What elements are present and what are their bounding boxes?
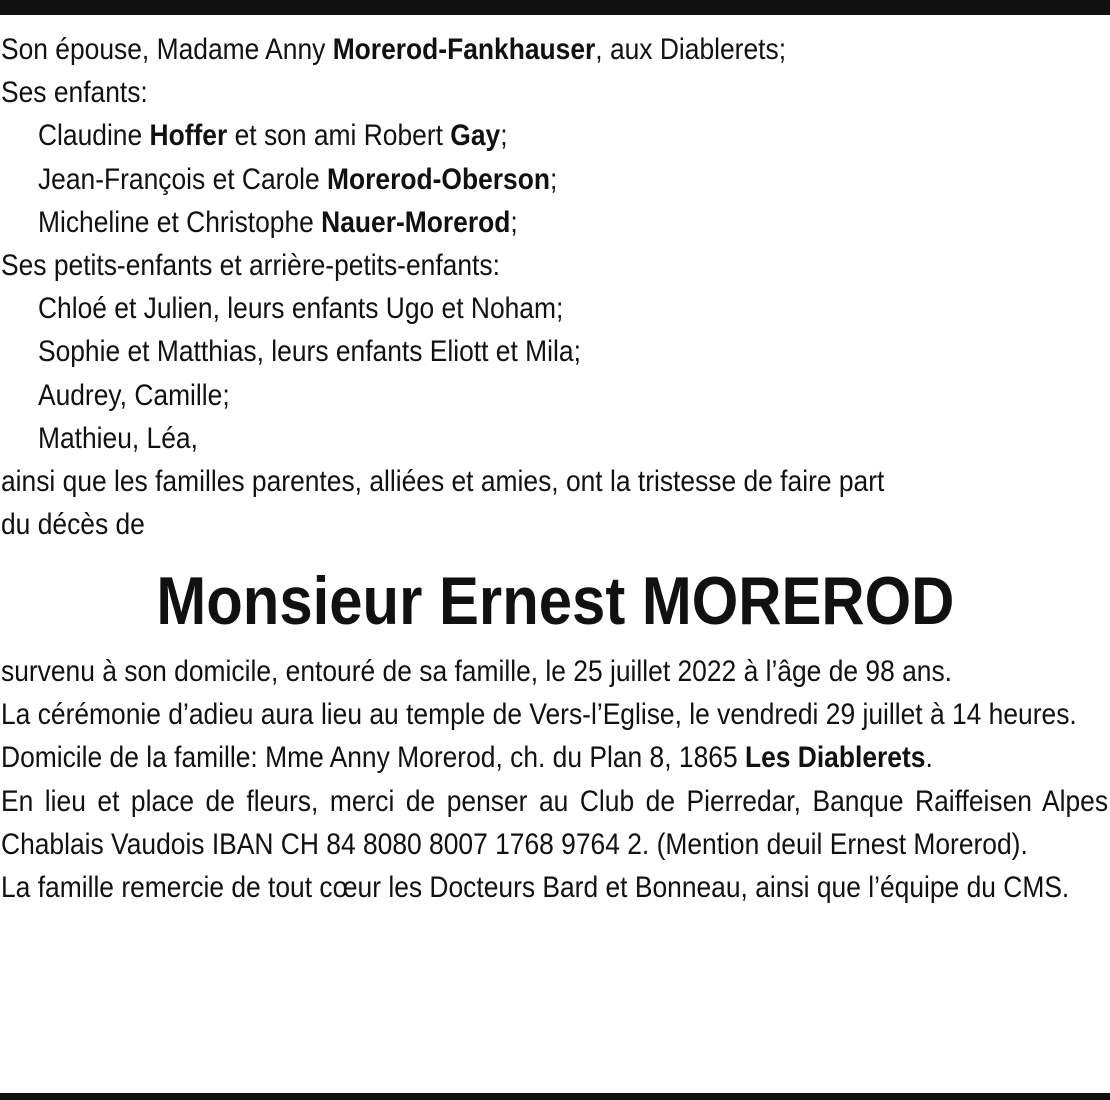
child-line xyxy=(1,201,1108,244)
donation-info: En lieu et place de fleurs, merci de penser au Club de Pierredar, Banque Raiffeisen Alpes Chablais Vaudois IBAN CH 84 8080 8007 1768 9764 2. (Mention deuil Ernest Morerod). xyxy=(1,784,1109,861)
deceased-name: Monsieur Ernest MOREROD xyxy=(156,563,954,639)
grandchild-line: Audrey, Camille; xyxy=(37,378,230,412)
child-text: Micheline et Christophe xyxy=(37,205,322,239)
child-line xyxy=(1,114,1108,157)
child-surname: Nauer-Morerod xyxy=(321,205,511,239)
thanks: La famille remercie de tout cœur les Docteurs Bard et Bonneau, ainsi que l’équipe du CMS. xyxy=(1,871,1070,905)
closing-line: du décès de xyxy=(1,508,145,542)
address-locality: Les Diablerets xyxy=(744,741,926,775)
spouse-line xyxy=(1,28,1108,71)
address-text: Domicile de la famille: Mme Anny Morerod, ch. du Plan 8, 1865 xyxy=(1,741,745,775)
top-rule xyxy=(0,0,1110,15)
punctuation: . xyxy=(925,741,933,775)
spouse-surname: Morerod-Fankhauser xyxy=(332,33,596,66)
child-surname: Morerod-Oberson xyxy=(327,162,550,196)
family-announcement xyxy=(1,28,1108,546)
bottom-rule xyxy=(0,1093,1110,1100)
grandchild-line: Mathieu, Léa, xyxy=(37,421,198,455)
spouse-location: , aux Diablerets; xyxy=(595,33,787,66)
closing-line: ainsi que les familles parentes, alliées et amies, ont la tristesse de faire part xyxy=(1,465,885,499)
child-text: et son ami Robert xyxy=(227,119,451,153)
spouse-text: Son épouse, Madame Anny xyxy=(1,33,333,66)
deceased-name-block xyxy=(0,563,1110,639)
family-address xyxy=(1,736,1108,779)
death-circumstances: survenu à son domicile, entouré de sa famille, le 25 juillet 2022 à l’âge de 98 ans. xyxy=(1,655,953,688)
child-surname: Hoffer xyxy=(149,119,228,153)
punctuation: ; xyxy=(549,162,558,196)
grandchild-line: Sophie et Matthias, leurs enfants Eliott et Mila; xyxy=(37,335,581,369)
child-text: Jean-François et Carole xyxy=(37,162,328,196)
ceremony-info: La cérémonie d’adieu aura lieu au temple de Vers-l’Eglise, le vendredi 29 juillet à 14 heures. xyxy=(1,698,1077,732)
notice-details xyxy=(1,650,1108,909)
grandchildren-heading: Ses petits-enfants et arrière-petits-enfants: xyxy=(1,249,500,283)
punctuation: ; xyxy=(510,205,518,239)
children-heading: Ses enfants: xyxy=(1,76,148,110)
grandchild-line: Chloé et Julien, leurs enfants Ugo et Noham; xyxy=(37,292,564,326)
child-line xyxy=(1,158,1108,201)
child-text: Claudine xyxy=(37,119,150,153)
punctuation: ; xyxy=(500,119,508,153)
partner-surname: Gay xyxy=(450,119,501,153)
